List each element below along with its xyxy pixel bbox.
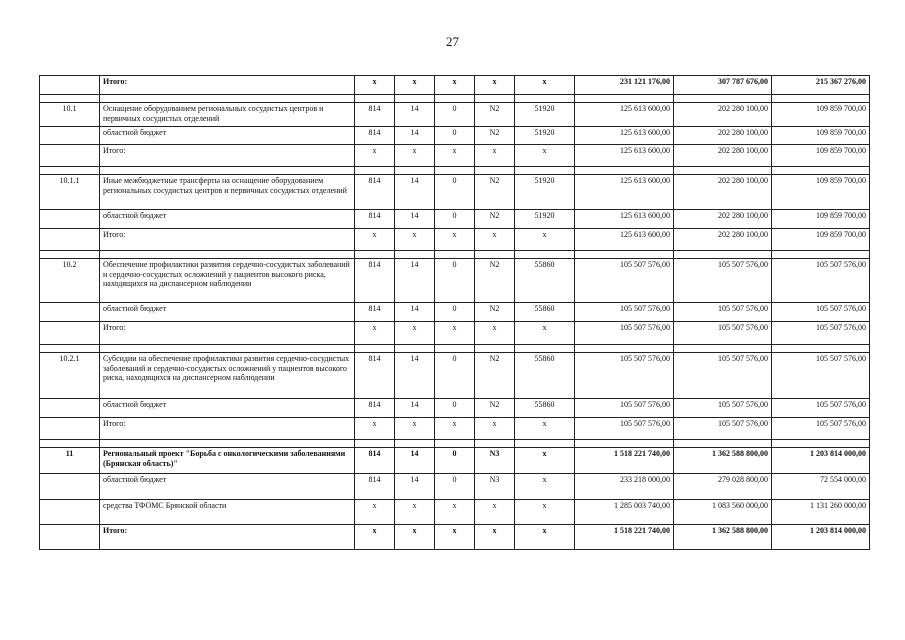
code-gr: 814 bbox=[355, 353, 395, 399]
separator-cell bbox=[475, 345, 515, 353]
row-name: Региональный проект "Борьба с онкологическими заболеваниями (Брянская область)" bbox=[100, 448, 355, 474]
code-vr: x bbox=[515, 229, 575, 251]
amount-year1: 231 121 176,00 bbox=[575, 76, 674, 95]
separator-cell bbox=[674, 167, 772, 175]
amount-year3: 1 203 814 000,00 bbox=[772, 525, 870, 550]
amount-year3: 109 859 700,00 bbox=[772, 127, 870, 145]
separator-cell bbox=[435, 345, 475, 353]
row-number bbox=[40, 418, 100, 440]
separator-cell bbox=[674, 345, 772, 353]
amount-year2: 202 280 100,00 bbox=[674, 127, 772, 145]
code-vr: x bbox=[515, 474, 575, 500]
row-name: Итого: bbox=[100, 418, 355, 440]
amount-year3: 215 367 276,00 bbox=[772, 76, 870, 95]
amount-year3: 105 507 576,00 bbox=[772, 399, 870, 418]
amount-year1: 125 613 600,00 bbox=[575, 103, 674, 127]
code-cs: x bbox=[475, 418, 515, 440]
code-cs: N2 bbox=[475, 353, 515, 399]
code-vr: 51920 bbox=[515, 210, 575, 229]
code-gr: x bbox=[355, 500, 395, 525]
code-gr: x bbox=[355, 418, 395, 440]
code-gr: 814 bbox=[355, 210, 395, 229]
code-cs: x bbox=[475, 76, 515, 95]
code-vr: 51920 bbox=[515, 175, 575, 210]
code-vr: 51920 bbox=[515, 127, 575, 145]
code-gr: 814 bbox=[355, 303, 395, 322]
row-name: Итого: bbox=[100, 525, 355, 550]
code-vr: x bbox=[515, 500, 575, 525]
code-gr: 814 bbox=[355, 175, 395, 210]
row-name: областной бюджет bbox=[100, 474, 355, 500]
code-cs: N2 bbox=[475, 303, 515, 322]
budget-table bbox=[39, 75, 870, 550]
row-name: областной бюджет bbox=[100, 399, 355, 418]
code-pr: x bbox=[435, 76, 475, 95]
separator-cell bbox=[674, 440, 772, 448]
amount-year1: 1 518 221 740,00 bbox=[575, 448, 674, 474]
code-pr: 0 bbox=[435, 259, 475, 303]
separator-cell bbox=[515, 251, 575, 259]
separator-row bbox=[40, 95, 870, 103]
row-number bbox=[40, 303, 100, 322]
row-name: Итого: bbox=[100, 322, 355, 345]
code-gr: x bbox=[355, 76, 395, 95]
row-name: Итого: bbox=[100, 229, 355, 251]
code-cs: x bbox=[475, 145, 515, 167]
separator-cell bbox=[575, 440, 674, 448]
code-pr: x bbox=[435, 500, 475, 525]
table-row bbox=[40, 353, 870, 399]
separator-cell bbox=[355, 251, 395, 259]
separator-cell bbox=[435, 251, 475, 259]
table-row bbox=[40, 322, 870, 345]
row-number bbox=[40, 229, 100, 251]
code-gr: 814 bbox=[355, 399, 395, 418]
code-pr: x bbox=[435, 525, 475, 550]
code-rz: x bbox=[395, 229, 435, 251]
separator-cell bbox=[100, 345, 355, 353]
code-pr: 0 bbox=[435, 103, 475, 127]
code-cs: x bbox=[475, 500, 515, 525]
code-rz: 14 bbox=[395, 399, 435, 418]
amount-year2: 202 280 100,00 bbox=[674, 229, 772, 251]
separator-row bbox=[40, 440, 870, 448]
row-number bbox=[40, 474, 100, 500]
amount-year1: 105 507 576,00 bbox=[575, 259, 674, 303]
amount-year2: 279 028 800,00 bbox=[674, 474, 772, 500]
code-cs: N2 bbox=[475, 175, 515, 210]
amount-year3: 105 507 576,00 bbox=[772, 418, 870, 440]
row-name: Субсидии на обеспечение профилактики развития сердечно-сосудистых заболеваний и сердечно-сосудистых осложнений у пациентов высокого риска, находящихся на диспансерном наблюдении bbox=[100, 353, 355, 399]
amount-year1: 1 518 221 740,00 bbox=[575, 525, 674, 550]
row-number: 10.2.1 bbox=[40, 353, 100, 399]
amount-year1: 105 507 576,00 bbox=[575, 322, 674, 345]
separator-cell bbox=[40, 95, 100, 103]
code-pr: x bbox=[435, 418, 475, 440]
code-vr: x bbox=[515, 76, 575, 95]
code-pr: 0 bbox=[435, 399, 475, 418]
code-vr: 51920 bbox=[515, 103, 575, 127]
code-gr: x bbox=[355, 145, 395, 167]
code-rz: 14 bbox=[395, 474, 435, 500]
amount-year1: 125 613 600,00 bbox=[575, 229, 674, 251]
code-rz: 14 bbox=[395, 259, 435, 303]
code-vr: x bbox=[515, 448, 575, 474]
table-row bbox=[40, 418, 870, 440]
code-pr: x bbox=[435, 145, 475, 167]
separator-cell bbox=[395, 345, 435, 353]
amount-year3: 109 859 700,00 bbox=[772, 229, 870, 251]
separator-cell bbox=[674, 95, 772, 103]
code-cs: N3 bbox=[475, 448, 515, 474]
separator-row bbox=[40, 167, 870, 175]
code-vr: x bbox=[515, 418, 575, 440]
amount-year3: 109 859 700,00 bbox=[772, 175, 870, 210]
row-name: областной бюджет bbox=[100, 127, 355, 145]
code-vr: 55860 bbox=[515, 303, 575, 322]
code-vr: x bbox=[515, 525, 575, 550]
code-pr: 0 bbox=[435, 127, 475, 145]
code-cs: N2 bbox=[475, 259, 515, 303]
separator-cell bbox=[475, 95, 515, 103]
row-number bbox=[40, 76, 100, 95]
code-cs: N2 bbox=[475, 399, 515, 418]
table-row bbox=[40, 399, 870, 418]
table-row bbox=[40, 229, 870, 251]
code-rz: 14 bbox=[395, 448, 435, 474]
code-pr: 0 bbox=[435, 175, 475, 210]
amount-year2: 105 507 576,00 bbox=[674, 322, 772, 345]
separator-cell bbox=[100, 251, 355, 259]
separator-cell bbox=[435, 167, 475, 175]
separator-cell bbox=[395, 251, 435, 259]
separator-cell bbox=[575, 95, 674, 103]
code-rz: x bbox=[395, 76, 435, 95]
separator-cell bbox=[100, 440, 355, 448]
separator-cell bbox=[772, 251, 870, 259]
separator-cell bbox=[100, 95, 355, 103]
amount-year1: 105 507 576,00 bbox=[575, 399, 674, 418]
code-rz: 14 bbox=[395, 103, 435, 127]
table-row bbox=[40, 448, 870, 474]
separator-cell bbox=[355, 95, 395, 103]
code-pr: x bbox=[435, 322, 475, 345]
row-number bbox=[40, 127, 100, 145]
amount-year2: 202 280 100,00 bbox=[674, 210, 772, 229]
amount-year3: 105 507 576,00 bbox=[772, 353, 870, 399]
code-pr: 0 bbox=[435, 210, 475, 229]
separator-cell bbox=[515, 345, 575, 353]
code-gr: x bbox=[355, 229, 395, 251]
row-number: 10.1 bbox=[40, 103, 100, 127]
amount-year2: 307 787 676,00 bbox=[674, 76, 772, 95]
amount-year2: 105 507 576,00 bbox=[674, 399, 772, 418]
row-name: Итого: bbox=[100, 76, 355, 95]
amount-year1: 233 218 000,00 bbox=[575, 474, 674, 500]
code-cs: x bbox=[475, 229, 515, 251]
row-number bbox=[40, 322, 100, 345]
amount-year3: 1 131 260 000,00 bbox=[772, 500, 870, 525]
code-cs: N2 bbox=[475, 210, 515, 229]
amount-year1: 105 507 576,00 bbox=[575, 353, 674, 399]
separator-cell bbox=[40, 345, 100, 353]
separator-cell bbox=[475, 251, 515, 259]
row-name: Обеспечение профилактики развития сердечно-сосудистых заболеваний и сердечно-сосудистых осложнений у пациентов высокого риска, находящихся на диспансерном наблюдении bbox=[100, 259, 355, 303]
table-row bbox=[40, 259, 870, 303]
code-pr: x bbox=[435, 229, 475, 251]
table-row bbox=[40, 474, 870, 500]
separator-cell bbox=[475, 440, 515, 448]
code-rz: x bbox=[395, 500, 435, 525]
table-row bbox=[40, 103, 870, 127]
row-name: Итого: bbox=[100, 145, 355, 167]
separator-cell bbox=[435, 95, 475, 103]
code-gr: x bbox=[355, 525, 395, 550]
code-gr: 814 bbox=[355, 448, 395, 474]
row-number bbox=[40, 399, 100, 418]
amount-year3: 109 859 700,00 bbox=[772, 103, 870, 127]
table-row bbox=[40, 500, 870, 525]
row-number bbox=[40, 500, 100, 525]
code-gr: 814 bbox=[355, 474, 395, 500]
code-rz: 14 bbox=[395, 127, 435, 145]
amount-year3: 105 507 576,00 bbox=[772, 303, 870, 322]
separator-cell bbox=[395, 167, 435, 175]
table-row bbox=[40, 525, 870, 550]
separator-cell bbox=[475, 167, 515, 175]
separator-cell bbox=[772, 95, 870, 103]
table-row bbox=[40, 145, 870, 167]
separator-cell bbox=[100, 167, 355, 175]
separator-row bbox=[40, 345, 870, 353]
amount-year1: 125 613 600,00 bbox=[575, 145, 674, 167]
page-number: 27 bbox=[446, 34, 459, 49]
amount-year1: 125 613 600,00 bbox=[575, 127, 674, 145]
amount-year3: 72 554 000,00 bbox=[772, 474, 870, 500]
code-gr: 814 bbox=[355, 127, 395, 145]
code-cs: x bbox=[475, 525, 515, 550]
row-name: Иные межбюджетные трансферты на оснащение оборудованием региональных сосудистых центров и первичных сосудистых отделений bbox=[100, 175, 355, 210]
separator-cell bbox=[515, 95, 575, 103]
code-gr: 814 bbox=[355, 103, 395, 127]
separator-cell bbox=[515, 440, 575, 448]
code-vr: 55860 bbox=[515, 259, 575, 303]
code-vr: 55860 bbox=[515, 353, 575, 399]
separator-cell bbox=[435, 440, 475, 448]
amount-year3: 1 203 814 000,00 bbox=[772, 448, 870, 474]
code-rz: 14 bbox=[395, 175, 435, 210]
code-pr: 0 bbox=[435, 353, 475, 399]
row-number bbox=[40, 525, 100, 550]
table-row bbox=[40, 210, 870, 229]
separator-cell bbox=[40, 167, 100, 175]
separator-cell bbox=[575, 251, 674, 259]
row-name: областной бюджет bbox=[100, 210, 355, 229]
code-gr: 814 bbox=[355, 259, 395, 303]
row-name: Оснащение оборудованием региональных сосудистых центров и первичных сосудистых отделений bbox=[100, 103, 355, 127]
row-number: 10.2 bbox=[40, 259, 100, 303]
separator-cell bbox=[575, 167, 674, 175]
code-rz: 14 bbox=[395, 303, 435, 322]
separator-cell bbox=[674, 251, 772, 259]
amount-year2: 1 083 560 000,00 bbox=[674, 500, 772, 525]
code-gr: x bbox=[355, 322, 395, 345]
amount-year3: 109 859 700,00 bbox=[772, 210, 870, 229]
code-vr: 55860 bbox=[515, 399, 575, 418]
amount-year2: 105 507 576,00 bbox=[674, 303, 772, 322]
code-vr: x bbox=[515, 145, 575, 167]
table-row bbox=[40, 127, 870, 145]
amount-year2: 1 362 588 800,00 bbox=[674, 525, 772, 550]
row-name: областной бюджет bbox=[100, 303, 355, 322]
code-cs: N2 bbox=[475, 127, 515, 145]
code-rz: x bbox=[395, 418, 435, 440]
separator-cell bbox=[40, 440, 100, 448]
amount-year2: 105 507 576,00 bbox=[674, 259, 772, 303]
amount-year2: 105 507 576,00 bbox=[674, 353, 772, 399]
separator-cell bbox=[355, 440, 395, 448]
separator-cell bbox=[515, 167, 575, 175]
row-number: 11 bbox=[40, 448, 100, 474]
row-number: 10.1.1 bbox=[40, 175, 100, 210]
amount-year1: 125 613 600,00 bbox=[575, 175, 674, 210]
amount-year1: 1 285 003 740,00 bbox=[575, 500, 674, 525]
separator-cell bbox=[772, 167, 870, 175]
separator-row bbox=[40, 251, 870, 259]
amount-year1: 105 507 576,00 bbox=[575, 418, 674, 440]
code-rz: x bbox=[395, 525, 435, 550]
code-pr: 0 bbox=[435, 474, 475, 500]
row-number bbox=[40, 210, 100, 229]
amount-year2: 202 280 100,00 bbox=[674, 145, 772, 167]
code-vr: x bbox=[515, 322, 575, 345]
separator-cell bbox=[772, 345, 870, 353]
table-row bbox=[40, 175, 870, 210]
separator-cell bbox=[40, 251, 100, 259]
amount-year3: 105 507 576,00 bbox=[772, 322, 870, 345]
row-number bbox=[40, 145, 100, 167]
code-cs: N3 bbox=[475, 474, 515, 500]
separator-cell bbox=[355, 345, 395, 353]
code-cs: N2 bbox=[475, 103, 515, 127]
code-cs: x bbox=[475, 322, 515, 345]
amount-year1: 105 507 576,00 bbox=[575, 303, 674, 322]
separator-cell bbox=[395, 95, 435, 103]
amount-year2: 202 280 100,00 bbox=[674, 175, 772, 210]
code-pr: 0 bbox=[435, 303, 475, 322]
amount-year2: 202 280 100,00 bbox=[674, 103, 772, 127]
amount-year3: 109 859 700,00 bbox=[772, 145, 870, 167]
code-pr: 0 bbox=[435, 448, 475, 474]
row-name: средства ТФОМС Брянской области bbox=[100, 500, 355, 525]
amount-year2: 1 362 588 800,00 bbox=[674, 448, 772, 474]
table-row bbox=[40, 76, 870, 95]
code-rz: 14 bbox=[395, 353, 435, 399]
code-rz: 14 bbox=[395, 210, 435, 229]
separator-cell bbox=[575, 345, 674, 353]
amount-year3: 105 507 576,00 bbox=[772, 259, 870, 303]
table-body bbox=[40, 76, 870, 550]
code-rz: x bbox=[395, 145, 435, 167]
separator-cell bbox=[395, 440, 435, 448]
code-rz: x bbox=[395, 322, 435, 345]
amount-year1: 125 613 600,00 bbox=[575, 210, 674, 229]
separator-cell bbox=[355, 167, 395, 175]
table-row bbox=[40, 303, 870, 322]
amount-year2: 105 507 576,00 bbox=[674, 418, 772, 440]
separator-cell bbox=[772, 440, 870, 448]
